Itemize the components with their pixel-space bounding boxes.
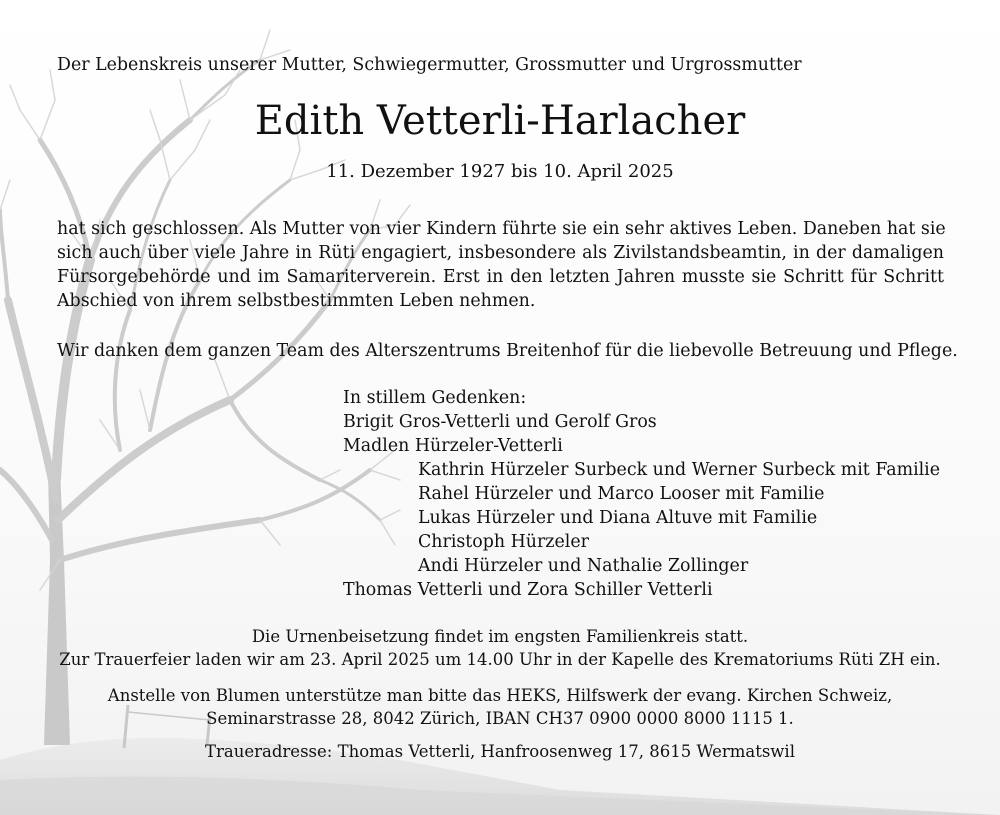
- grandchild-line: Christoph Hürzeler: [418, 532, 589, 552]
- paragraph-line: hat sich geschlossen. Als Mutter von vier Kindern führte sie ein sehr aktives Leben. Daneben hat sie: [57, 219, 946, 239]
- mourner-line: Thomas Vetterli und Zora Schiller Vetterli: [343, 580, 713, 600]
- mourner-line: Madlen Hürzeler-Vetterli: [343, 436, 563, 456]
- mourners-heading: In stillem Gedenken:: [343, 388, 527, 408]
- grandchild-line: Rahel Hürzeler und Marco Looser mit Familie: [418, 484, 825, 504]
- mourner-line: Brigit Gros-Vetterli und Gerolf Gros: [343, 412, 657, 432]
- paragraph-line: Fürsorgebehörde und im Samariterverein. Erst in den letzten Jahren musste sie Schritt für Schritt: [57, 267, 944, 287]
- paragraph-line: Abschied von ihrem selbstbestimmten Leben nehmen.: [57, 291, 536, 311]
- donation-line: Anstelle von Blumen unterstütze man bitte das HEKS, Hilfswerk der evang. Kirchen Schweiz,: [107, 686, 893, 705]
- donation-line: Seminarstrasse 28, 8042 Zürich, IBAN CH37 0900 0000 8000 1115 1.: [206, 709, 794, 728]
- deceased-name: Edith Vetterli-Harlacher: [254, 98, 746, 144]
- life-dates: 11. Dezember 1927 bis 10. April 2025: [326, 161, 674, 182]
- paragraph-line: sich auch über viele Jahre in Rüti engagiert, insbesondere als Zivilstandsbeamtin, in der damaligen: [57, 243, 944, 263]
- grandchild-line: Kathrin Hürzeler Surbeck und Werner Surbeck mit Familie: [418, 460, 941, 480]
- thanks-text: Wir danken dem ganzen Team des Alterszentrums Breitenhof für die liebevolle Betreuung und Pflege.: [57, 341, 958, 361]
- grandchild-line: Lukas Hürzeler und Diana Altuve mit Familie: [418, 508, 818, 528]
- mourning-address: Traueradresse: Thomas Vetterli, Hanfroosenweg 17, 8615 Wermatswil: [205, 742, 795, 761]
- ceremony-line: Zur Trauerfeier laden wir am 23. April 2025 um 14.00 Uhr in der Kapelle des Krematoriums Rüti ZH ein.: [59, 650, 941, 669]
- ceremony-line: Die Urnenbeisetzung findet im engsten Familienkreis statt.: [251, 627, 749, 646]
- intro-text: Der Lebenskreis unserer Mutter, Schwiegermutter, Grossmutter und Urgrossmutter: [57, 55, 802, 75]
- grandchild-line: Andi Hürzeler und Nathalie Zollinger: [418, 556, 749, 576]
